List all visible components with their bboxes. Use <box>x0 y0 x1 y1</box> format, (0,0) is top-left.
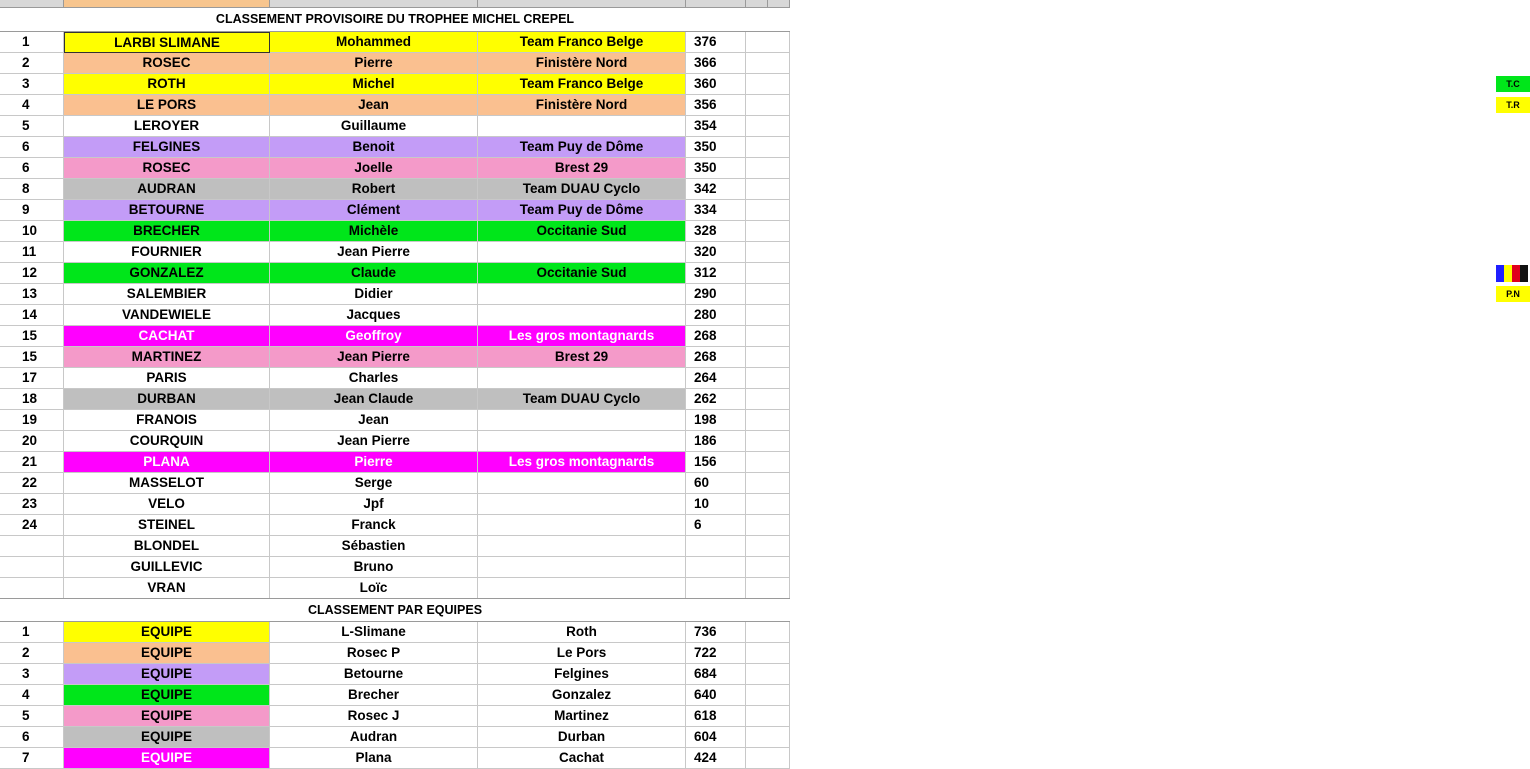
team-label-cell[interactable]: EQUIPE <box>64 664 270 685</box>
first-name-cell[interactable]: Jacques <box>270 305 478 326</box>
points-cell[interactable]: 186 <box>686 431 746 452</box>
column-header-c[interactable] <box>270 0 478 8</box>
rank-cell[interactable]: 12 <box>0 263 64 284</box>
rank-cell[interactable]: 13 <box>0 284 64 305</box>
rank-cell[interactable]: 22 <box>0 473 64 494</box>
team-name-cell[interactable] <box>478 431 686 452</box>
last-name-cell[interactable]: PARIS <box>64 368 270 389</box>
team-name-cell[interactable] <box>478 242 686 263</box>
team-name-cell[interactable]: Team Puy de Dôme <box>478 137 686 158</box>
rider-row <box>0 410 790 431</box>
first-name-cell[interactable]: Jean <box>270 95 478 116</box>
badge-cell[interactable] <box>746 557 790 578</box>
badge-cell[interactable] <box>746 53 790 74</box>
category-badge: P.N <box>1496 286 1530 302</box>
team-label-cell[interactable]: EQUIPE <box>64 727 270 748</box>
team-label-cell[interactable]: EQUIPE <box>64 685 270 706</box>
last-name-cell[interactable]: LEROYER <box>64 116 270 137</box>
points-cell[interactable]: 366 <box>686 53 746 74</box>
badge-cell[interactable] <box>746 158 790 179</box>
points-cell[interactable]: 198 <box>686 410 746 431</box>
points-cell[interactable]: 268 <box>686 326 746 347</box>
points-cell[interactable]: 328 <box>686 221 746 242</box>
rank-cell[interactable]: 24 <box>0 515 64 536</box>
team-rank-cell[interactable]: 7 <box>0 748 64 769</box>
last-name-cell[interactable]: MASSELOT <box>64 473 270 494</box>
rider-row <box>0 305 790 326</box>
empty-cell[interactable] <box>746 643 790 664</box>
points-cell[interactable]: 356 <box>686 95 746 116</box>
first-name-cell[interactable]: Clément <box>270 200 478 221</box>
rider-row <box>0 158 790 179</box>
team-name-cell[interactable]: Team DUAU Cyclo <box>478 179 686 200</box>
team-points-cell[interactable]: 604 <box>686 727 746 748</box>
first-name-cell[interactable]: Jean Pierre <box>270 431 478 452</box>
badge-cell[interactable] <box>746 494 790 515</box>
rider-row <box>0 137 790 158</box>
rank-cell[interactable]: 3 <box>0 74 64 95</box>
main-ranking-title[interactable]: CLASSEMENT PROVISOIRE DU TROPHEE MICHEL CREPEL <box>0 8 790 32</box>
team-member-cell[interactable]: Brecher <box>270 685 478 706</box>
points-cell[interactable]: 280 <box>686 305 746 326</box>
team-member-cell[interactable]: Le Pors <box>478 643 686 664</box>
team-member-cell[interactable]: Rosec P <box>270 643 478 664</box>
last-name-cell[interactable]: VRAN <box>64 578 270 599</box>
first-name-cell[interactable]: Michèle <box>270 221 478 242</box>
rank-cell[interactable]: 6 <box>0 158 64 179</box>
first-name-cell[interactable]: Mohammed <box>270 32 478 53</box>
rank-cell[interactable]: 5 <box>0 116 64 137</box>
category-badge: T.R <box>1496 97 1530 113</box>
points-cell[interactable]: 268 <box>686 347 746 368</box>
team-name-cell[interactable] <box>478 494 686 515</box>
team-name-cell[interactable]: Les gros montagnards <box>478 326 686 347</box>
rank-cell[interactable] <box>0 536 64 557</box>
last-name-cell[interactable]: BRECHER <box>64 221 270 242</box>
first-name-cell[interactable]: Jean Pierre <box>270 242 478 263</box>
team-rank-cell[interactable]: 2 <box>0 643 64 664</box>
points-cell[interactable]: 312 <box>686 263 746 284</box>
team-member-cell[interactable]: Betourne <box>270 664 478 685</box>
points-cell[interactable]: 350 <box>686 137 746 158</box>
rider-row <box>0 116 790 137</box>
team-row <box>0 727 790 748</box>
badge-cell[interactable] <box>746 95 1520 116</box>
rider-row <box>0 536 790 557</box>
badge-cell[interactable] <box>746 242 790 263</box>
team-name-cell[interactable] <box>478 305 686 326</box>
last-name-cell[interactable]: MARTINEZ <box>64 347 270 368</box>
badge-cell[interactable] <box>746 431 790 452</box>
empty-cell[interactable] <box>746 664 790 685</box>
points-cell[interactable] <box>686 578 746 599</box>
team-name-cell[interactable] <box>478 515 686 536</box>
badge-cell[interactable] <box>746 179 790 200</box>
rank-cell[interactable] <box>0 578 64 599</box>
team-row <box>0 622 790 643</box>
rider-row <box>0 368 790 389</box>
team-points-cell[interactable]: 640 <box>686 685 746 706</box>
points-cell[interactable]: 290 <box>686 284 746 305</box>
team-name-cell[interactable] <box>478 368 686 389</box>
points-cell[interactable] <box>686 557 746 578</box>
rank-cell[interactable] <box>0 557 64 578</box>
rank-cell[interactable]: 15 <box>0 347 64 368</box>
last-name-cell[interactable]: FRANOIS <box>64 410 270 431</box>
badge-cell[interactable] <box>746 515 790 536</box>
first-name-cell[interactable]: Joelle <box>270 158 478 179</box>
badge-cell[interactable] <box>746 326 790 347</box>
team-name-cell[interactable]: Finistère Nord <box>478 95 686 116</box>
last-name-cell[interactable]: DURBAN <box>64 389 270 410</box>
last-name-cell[interactable]: ROSEC <box>64 53 270 74</box>
rank-cell[interactable]: 18 <box>0 389 64 410</box>
first-name-cell[interactable]: Jean Claude <box>270 389 478 410</box>
last-name-cell[interactable]: FELGINES <box>64 137 270 158</box>
rank-cell[interactable]: 11 <box>0 242 64 263</box>
points-cell[interactable]: 350 <box>686 158 746 179</box>
team-label-cell[interactable]: EQUIPE <box>64 748 270 769</box>
badge-cell[interactable] <box>746 578 790 599</box>
team-member-cell[interactable]: Martinez <box>478 706 686 727</box>
rider-row <box>0 32 790 53</box>
first-name-cell[interactable]: Claude <box>270 263 478 284</box>
points-cell[interactable]: 262 <box>686 389 746 410</box>
team-points-cell[interactable]: 424 <box>686 748 746 769</box>
column-header-f[interactable] <box>746 0 768 8</box>
team-points-cell[interactable]: 684 <box>686 664 746 685</box>
last-name-cell[interactable]: GONZALEZ <box>64 263 270 284</box>
points-cell[interactable]: 354 <box>686 116 746 137</box>
last-name-cell[interactable]: GUILLEVIC <box>64 557 270 578</box>
badge-cell[interactable] <box>746 305 790 326</box>
first-name-cell[interactable]: Jean <box>270 410 478 431</box>
badge-cell[interactable] <box>746 221 790 242</box>
rank-cell[interactable]: 8 <box>0 179 64 200</box>
rider-row <box>0 494 790 515</box>
points-cell[interactable]: 320 <box>686 242 746 263</box>
team-label-cell[interactable]: EQUIPE <box>64 622 270 643</box>
last-name-cell[interactable]: ROSEC <box>64 158 270 179</box>
team-label-cell[interactable]: EQUIPE <box>64 706 270 727</box>
rank-cell[interactable]: 15 <box>0 326 64 347</box>
first-name-cell[interactable]: Robert <box>270 179 478 200</box>
rank-cell[interactable]: 14 <box>0 305 64 326</box>
first-name-cell[interactable]: Serge <box>270 473 478 494</box>
rider-row <box>0 389 790 410</box>
empty-cell[interactable] <box>746 748 790 769</box>
first-name-cell[interactable]: Benoit <box>270 137 478 158</box>
badge-cell[interactable] <box>746 137 790 158</box>
team-label-cell[interactable]: EQUIPE <box>64 643 270 664</box>
first-name-cell[interactable]: Loïc <box>270 578 478 599</box>
team-name-cell[interactable] <box>478 536 686 557</box>
team-name-cell[interactable]: Team Puy de Dôme <box>478 200 686 221</box>
rider-row <box>0 74 1520 95</box>
rank-cell[interactable]: 6 <box>0 137 64 158</box>
column-header-b[interactable] <box>64 0 270 8</box>
team-member-cell[interactable]: Plana <box>270 748 478 769</box>
rider-row <box>0 95 1520 116</box>
empty-cell[interactable] <box>746 622 790 643</box>
rider-row <box>0 200 790 221</box>
team-member-cell[interactable]: Rosec J <box>270 706 478 727</box>
team-rank-cell[interactable]: 4 <box>0 685 64 706</box>
points-cell[interactable]: 376 <box>686 32 746 53</box>
last-name-cell[interactable]: FOURNIER <box>64 242 270 263</box>
last-name-cell[interactable]: PLANA <box>64 452 270 473</box>
first-name-cell[interactable]: Bruno <box>270 557 478 578</box>
empty-cell[interactable] <box>746 727 790 748</box>
last-name-cell[interactable]: VELO <box>64 494 270 515</box>
first-name-cell[interactable]: Pierre <box>270 452 478 473</box>
first-name-cell[interactable]: Didier <box>270 284 478 305</box>
rank-cell[interactable]: 23 <box>0 494 64 515</box>
team-row <box>0 706 790 727</box>
points-cell[interactable]: 264 <box>686 368 746 389</box>
rank-cell[interactable]: 19 <box>0 410 64 431</box>
team-member-cell[interactable]: Felgines <box>478 664 686 685</box>
team-name-cell[interactable]: Occitanie Sud <box>478 221 686 242</box>
points-cell[interactable]: 342 <box>686 179 746 200</box>
last-name-cell[interactable]: SALEMBIER <box>64 284 270 305</box>
last-name-cell[interactable]: CACHAT <box>64 326 270 347</box>
team-name-cell[interactable] <box>478 473 686 494</box>
team-points-cell[interactable]: 736 <box>686 622 746 643</box>
badge-cell[interactable] <box>746 74 1520 95</box>
team-name-cell[interactable]: Team Franco Belge <box>478 32 686 53</box>
points-cell[interactable]: 334 <box>686 200 746 221</box>
team-member-cell[interactable]: Cachat <box>478 748 686 769</box>
first-name-cell[interactable]: Franck <box>270 515 478 536</box>
rider-row <box>0 221 790 242</box>
rank-cell[interactable]: 2 <box>0 53 64 74</box>
column-header-d[interactable] <box>478 0 686 8</box>
badge-cell[interactable] <box>746 116 790 137</box>
rider-row <box>0 578 790 599</box>
badge-cell[interactable] <box>746 389 790 410</box>
rider-row <box>0 515 790 536</box>
empty-cell[interactable] <box>746 706 790 727</box>
first-name-cell[interactable]: Pierre <box>270 53 478 74</box>
team-member-cell[interactable]: Durban <box>478 727 686 748</box>
points-cell[interactable]: 360 <box>686 74 746 95</box>
last-name-cell[interactable]: AUDRAN <box>64 179 270 200</box>
rider-row <box>0 473 790 494</box>
rank-cell[interactable]: 21 <box>0 452 64 473</box>
column-header-e[interactable] <box>686 0 746 8</box>
team-rank-cell[interactable]: 3 <box>0 664 64 685</box>
team-rank-cell[interactable]: 1 <box>0 622 64 643</box>
team-name-cell[interactable]: Occitanie Sud <box>478 263 686 284</box>
rider-row <box>0 452 790 473</box>
team-points-cell[interactable]: 722 <box>686 643 746 664</box>
team-name-cell[interactable]: Brest 29 <box>478 158 686 179</box>
rider-row <box>0 557 790 578</box>
empty-cell[interactable] <box>746 685 790 706</box>
last-name-cell[interactable]: BETOURNE <box>64 200 270 221</box>
team-name-cell[interactable] <box>478 557 686 578</box>
team-name-cell[interactable] <box>478 284 686 305</box>
team-ranking-title[interactable]: CLASSEMENT PAR EQUIPES <box>0 598 790 622</box>
last-name-cell[interactable]: STEINEL <box>64 515 270 536</box>
first-name-cell[interactable]: Geoffroy <box>270 326 478 347</box>
first-name-cell[interactable]: Sébastien <box>270 536 478 557</box>
rider-row <box>0 431 790 452</box>
team-member-cell[interactable]: Roth <box>478 622 686 643</box>
rank-cell[interactable]: 10 <box>0 221 64 242</box>
team-member-cell[interactable]: L-Slimane <box>270 622 478 643</box>
badge-cell[interactable] <box>746 368 790 389</box>
points-cell[interactable]: 156 <box>686 452 746 473</box>
rider-row <box>0 263 790 284</box>
team-points-cell[interactable]: 618 <box>686 706 746 727</box>
team-rank-cell[interactable]: 6 <box>0 727 64 748</box>
rider-row <box>0 326 790 347</box>
last-name-cell[interactable]: COURQUIN <box>64 431 270 452</box>
rider-row <box>0 242 790 263</box>
team-name-cell[interactable] <box>478 410 686 431</box>
column-header-g[interactable] <box>768 0 790 8</box>
rider-row <box>0 53 790 74</box>
team-row <box>0 748 790 769</box>
team-row <box>0 685 790 706</box>
rank-cell[interactable]: 17 <box>0 368 64 389</box>
team-name-cell[interactable] <box>478 116 686 137</box>
rider-row <box>0 347 790 368</box>
team-rank-cell[interactable]: 5 <box>0 706 64 727</box>
last-name-cell[interactable]: ROTH <box>64 74 270 95</box>
last-name-cell[interactable]: LE PORS <box>64 95 270 116</box>
team-name-cell[interactable]: Finistère Nord <box>478 53 686 74</box>
first-name-cell[interactable]: Jpf <box>270 494 478 515</box>
points-cell[interactable]: 60 <box>686 473 746 494</box>
team-name-cell[interactable]: Les gros montagnards <box>478 452 686 473</box>
team-member-cell[interactable]: Gonzalez <box>478 685 686 706</box>
last-name-cell[interactable]: LARBI SLIMANE <box>64 32 270 53</box>
points-cell[interactable]: 10 <box>686 494 746 515</box>
rider-row <box>0 284 1520 305</box>
points-cell[interactable]: 6 <box>686 515 746 536</box>
first-name-cell[interactable]: Charles <box>270 368 478 389</box>
badge-cell[interactable] <box>746 263 790 284</box>
column-header-a[interactable] <box>0 0 64 8</box>
badge-cell[interactable] <box>746 32 790 53</box>
rank-cell[interactable]: 9 <box>0 200 64 221</box>
first-name-cell[interactable]: Guillaume <box>270 116 478 137</box>
team-name-cell[interactable] <box>478 578 686 599</box>
first-name-cell[interactable]: Michel <box>270 74 478 95</box>
rank-cell[interactable]: 4 <box>0 95 64 116</box>
team-name-cell[interactable]: Brest 29 <box>478 347 686 368</box>
last-name-cell[interactable]: VANDEWIELE <box>64 305 270 326</box>
team-row <box>0 643 790 664</box>
rider-row <box>0 179 790 200</box>
team-name-cell[interactable]: Team Franco Belge <box>478 74 686 95</box>
rank-cell[interactable]: 1 <box>0 32 64 53</box>
badge-cell[interactable] <box>746 200 790 221</box>
points-cell[interactable] <box>686 536 746 557</box>
flag-icon <box>1496 265 1528 282</box>
team-row <box>0 664 790 685</box>
last-name-cell[interactable]: BLONDEL <box>64 536 270 557</box>
rank-cell[interactable]: 20 <box>0 431 64 452</box>
badge-cell[interactable] <box>746 410 790 431</box>
badge-cell[interactable] <box>746 536 790 557</box>
badge-cell[interactable] <box>746 473 790 494</box>
first-name-cell[interactable]: Jean Pierre <box>270 347 478 368</box>
team-name-cell[interactable]: Team DUAU Cyclo <box>478 389 686 410</box>
badge-cell[interactable] <box>746 452 790 473</box>
badge-cell[interactable] <box>746 284 1520 305</box>
team-member-cell[interactable]: Audran <box>270 727 478 748</box>
category-badge: T.C <box>1496 76 1530 92</box>
badge-cell[interactable] <box>746 347 790 368</box>
